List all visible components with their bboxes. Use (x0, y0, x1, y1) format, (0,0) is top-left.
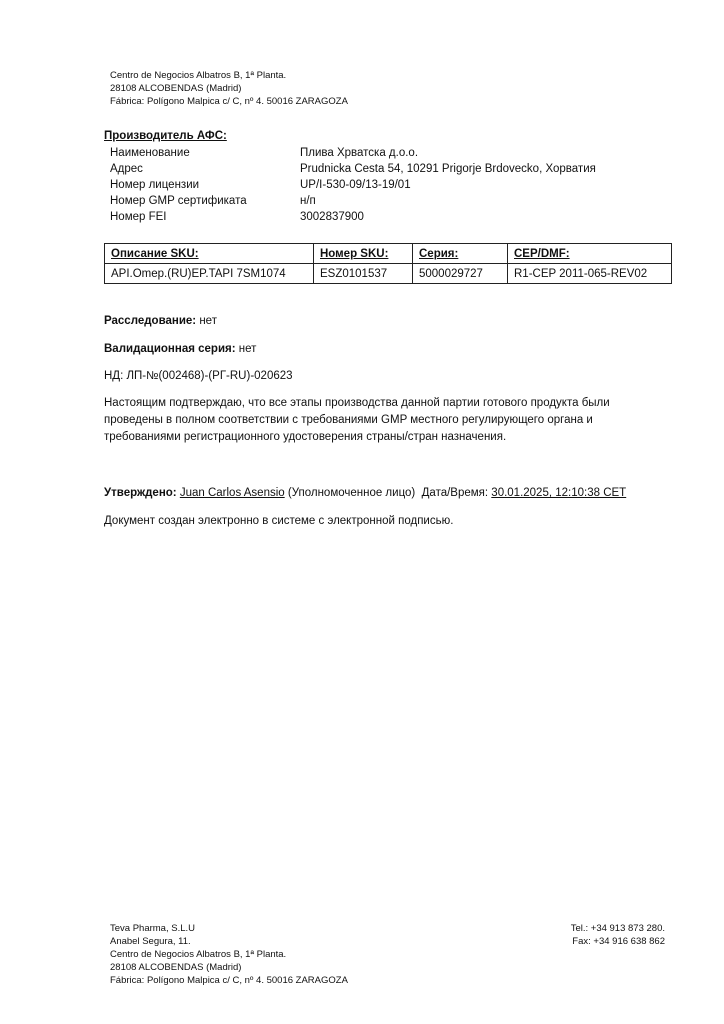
esign-note: Документ создан электронно в системе с электронной подписью. (104, 515, 454, 527)
footer-contacts (571, 922, 665, 948)
field-label: Наименование (110, 147, 190, 159)
footer-address (110, 922, 348, 987)
sku-table (104, 243, 672, 284)
column-header: CEP/DMF: (508, 244, 672, 264)
field-label: Номер GMP сертификата (110, 195, 247, 207)
confirmation-line: проведены в полном соответствии с требованиями GMP местного регулирующего органа и (104, 414, 593, 426)
validation-label: Валидационная серия: (104, 343, 236, 355)
header-address (110, 69, 348, 108)
field-label: Номер FEI (110, 211, 167, 223)
approver-name: Juan Carlos Asensio (179, 487, 285, 499)
confirmation-line: Настоящим подтверждаю, что все этапы производства данной партии готового продукта были (104, 397, 610, 409)
approval-label: Утверждено: (104, 487, 177, 499)
investigation-label: Расследование: (104, 315, 197, 327)
footer-fax: Fax: +34 916 638 862 (572, 936, 665, 947)
field-value: Плива Хрватска д.о.о. (300, 147, 419, 159)
table-cell: ESZ0101537 (314, 264, 413, 284)
approval-datetime: 30.01.2025, 12:10:38 CET (491, 487, 627, 499)
footer-line: Fábrica: Polígono Malpica c/ C, nº 4. 50016 ZARAGOZA (110, 975, 348, 986)
field-label: Адрес (110, 163, 143, 175)
approver-role: (Уполномоченное лицо) Дата/Время: (284, 487, 492, 499)
column-header: Серия: (413, 244, 508, 264)
investigation-value: нет (196, 315, 217, 327)
address-line: Fábrica: Polígono Malpica c/ C, nº 4. 50016 ZARAGOZA (110, 96, 348, 107)
table-header-row (105, 244, 672, 264)
address-line: 28108 ALCOBENDAS (Madrid) (110, 83, 242, 94)
nd-line: НД: ЛП-№(002468)-(РГ-RU)-020623 (104, 370, 293, 382)
field-label: Номер лицензии (110, 179, 200, 191)
manufacturer-row-gmp (110, 193, 670, 209)
table-cell: R1-CEP 2011-065-REV02 (508, 264, 672, 284)
field-value: Prudnicka Cesta 54, 10291 Prigorje Brdovecko, Хорватия (300, 163, 596, 175)
footer-line: Anabel Segura, 11. (110, 936, 191, 947)
field-value: UP/I-530-09/13-19/01 (300, 179, 411, 191)
table-cell: API.Omep.(RU)EP.TAPI 7SM1074 (105, 264, 314, 284)
field-value: 3002837900 (300, 211, 364, 223)
validation-line (104, 341, 679, 358)
manufacturer-heading: Производитель АФС: (104, 130, 227, 142)
manufacturer-row-fei (110, 209, 670, 225)
footer-line: Centro de Negocios Albatros B, 1ª Planta. (110, 949, 287, 960)
table-cell: 5000029727 (413, 264, 508, 284)
footer-line: 28108 ALCOBENDAS (Madrid) (110, 962, 242, 973)
manufacturer-row-name (110, 145, 670, 161)
field-value: н/п (300, 195, 316, 207)
approval-line (104, 485, 679, 502)
investigation-line (104, 313, 679, 330)
footer-line: Teva Pharma, S.L.U (110, 923, 196, 934)
validation-value: нет (235, 343, 257, 355)
footer-tel: Tel.: +34 913 873 280. (570, 923, 665, 934)
table-row (105, 264, 672, 284)
confirmation-paragraph (104, 395, 679, 446)
column-header: Описание SKU: (105, 244, 314, 264)
address-line: Centro de Negocios Albatros B, 1ª Planta. (110, 70, 287, 81)
confirmation-line: требованиями регистрационного удостоверения страны/стран назначения. (104, 431, 507, 443)
manufacturer-row-license (110, 177, 670, 193)
manufacturer-row-address (110, 161, 670, 177)
column-header: Номер SKU: (314, 244, 413, 264)
